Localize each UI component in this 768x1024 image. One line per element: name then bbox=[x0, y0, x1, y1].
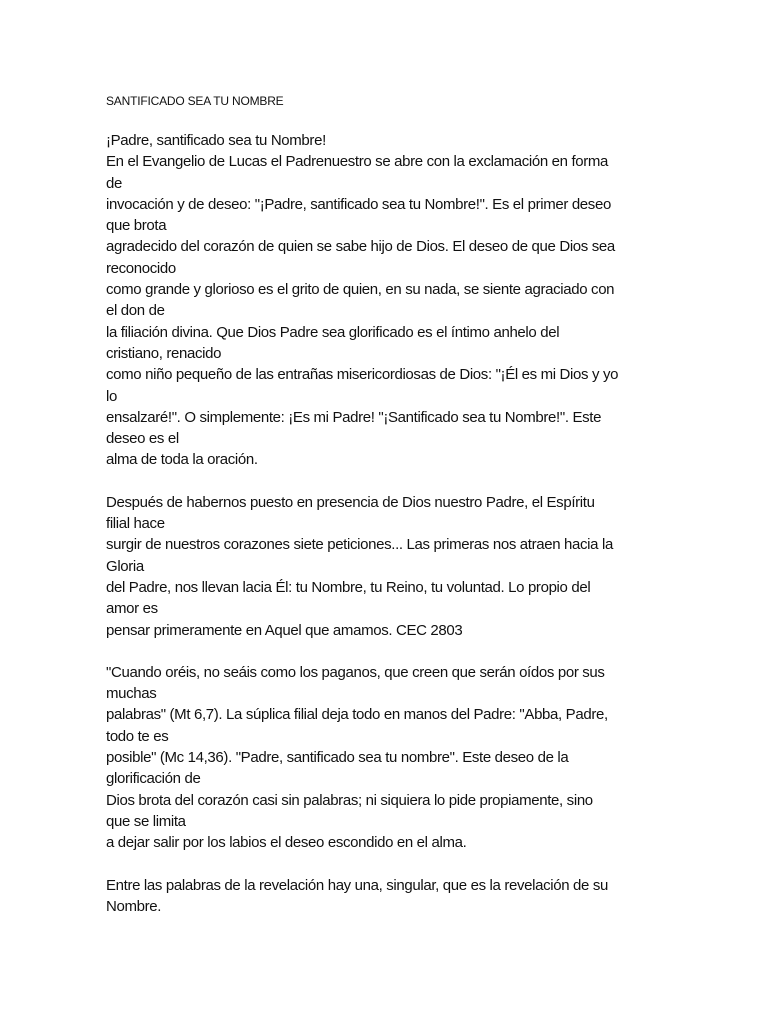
paragraph bbox=[106, 130, 666, 471]
text-line: En el Evangelio de Lucas el Padrenuestro se abre con la exclamación en forma bbox=[106, 153, 609, 171]
text-line: ¡Padre, santificado sea tu Nombre! bbox=[106, 132, 326, 149]
text-line: glorificación de bbox=[106, 770, 201, 788]
text-line: cristiano, renacido bbox=[106, 344, 222, 362]
text-line: como niño pequeño de las entrañas misericordiosas de Dios: "¡Él es mi Dios y yo bbox=[106, 366, 619, 384]
paragraph bbox=[106, 662, 666, 854]
text-line: deseo es el bbox=[106, 430, 179, 448]
text-line: que brota bbox=[106, 217, 167, 235]
text-line: posible" (Mc 14,36). "Padre, santificado sea tu nombre". Este deseo de la bbox=[106, 749, 569, 767]
text-line: reconocido bbox=[106, 259, 176, 277]
text-line: Gloria bbox=[106, 557, 144, 575]
text-line: Nombre. bbox=[106, 897, 162, 915]
text-line: que se limita bbox=[106, 812, 186, 830]
text-line: Entre las palabras de la revelación hay una, singular, que es la revelación de su bbox=[106, 876, 608, 894]
text-line: amor es bbox=[106, 600, 158, 618]
text-line: ensalzaré!". O simplemente: ¡Es mi Padre! "¡Santificado sea tu Nombre!". Este bbox=[106, 408, 602, 426]
text-line: "Cuando oréis, no seáis como los paganos, que creen que serán oídos por sus bbox=[106, 663, 605, 681]
text-line: Después de habernos puesto en presencia de Dios nuestro Padre, el Espíritu bbox=[106, 493, 595, 511]
document-title: SANTIFICADO SEA TU NOMBRE bbox=[106, 94, 284, 108]
text-line: invocación y de deseo: "¡Padre, santificado sea tu Nombre!". Es el primer deseo bbox=[106, 195, 611, 213]
text-line: como grande y glorioso es el grito de quien, en su nada, se siente agraciado con bbox=[106, 281, 615, 299]
text-line: muchas bbox=[106, 685, 157, 703]
paragraph bbox=[106, 492, 666, 641]
text-line: todo te es bbox=[106, 727, 169, 745]
text-line: filial hace bbox=[106, 515, 165, 533]
text-line: surgir de nuestros corazones siete peticiones... Las primeras nos atraen hacia la bbox=[106, 536, 613, 554]
text-line: del Padre, nos llevan lacia Él: tu Nombre, tu Reino, tu voluntad. Lo propio del bbox=[106, 578, 591, 596]
text-line: Dios brota del corazón casi sin palabras; ni siquiera lo pide propiamente, sino bbox=[106, 791, 593, 809]
text-line: a dejar salir por los labios el deseo escondido en el alma. bbox=[106, 834, 467, 852]
text-line: la filiación divina. Que Dios Padre sea glorificado es el íntimo anhelo del bbox=[106, 323, 560, 341]
text-line: agradecido del corazón de quien se sabe hijo de Dios. El deseo de que Dios sea bbox=[106, 238, 615, 256]
text-line: palabras" (Mt 6,7). La súplica filial deja todo en manos del Padre: "Abba, Padre, bbox=[106, 706, 608, 724]
text-line: pensar primeramente en Aquel que amamos. CEC 2803 bbox=[106, 621, 463, 639]
text-line: lo bbox=[106, 387, 117, 405]
text-line: de bbox=[106, 174, 122, 192]
document-body bbox=[106, 130, 666, 938]
text-line: el don de bbox=[106, 302, 165, 320]
paragraph bbox=[106, 875, 666, 918]
text-line: alma de toda la oración. bbox=[106, 451, 258, 469]
